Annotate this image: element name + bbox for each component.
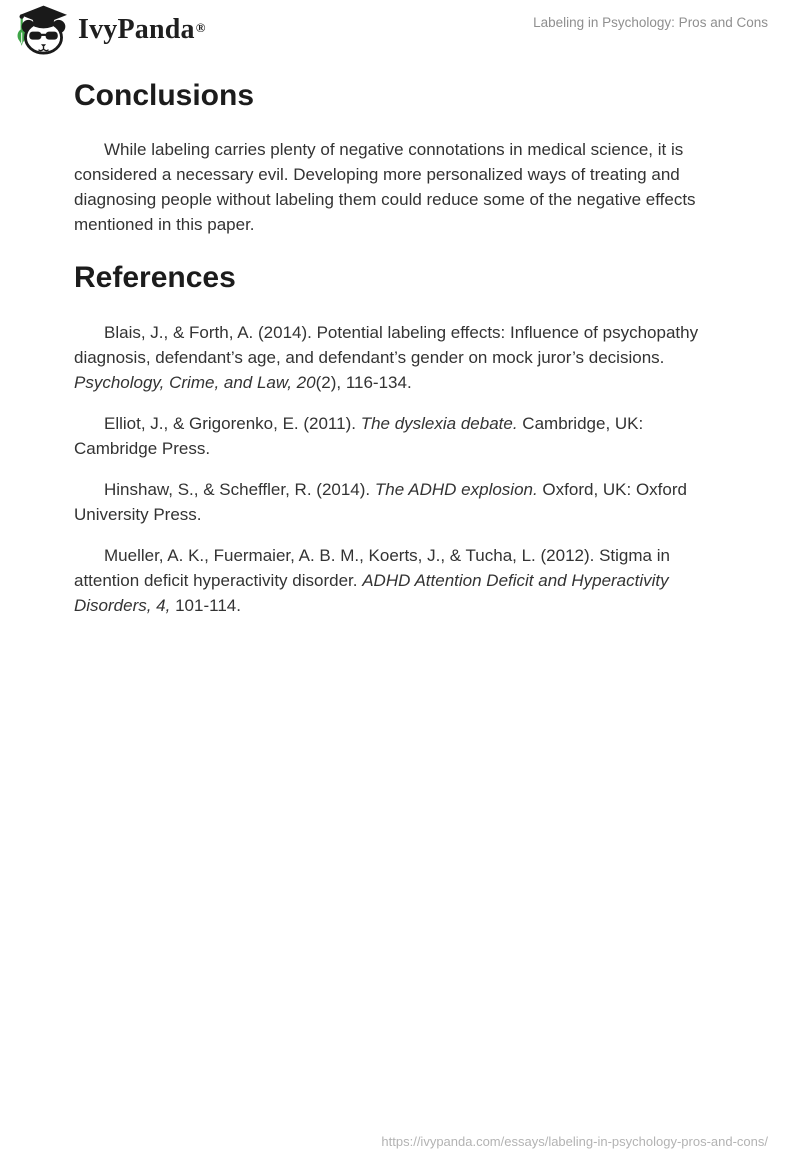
reference-text: (2), 116-134. xyxy=(315,373,412,392)
reference-item xyxy=(74,320,726,395)
source-url-link[interactable]: https://ivypanda.com/essays/labeling-in-psychology-pros-and-cons/ xyxy=(381,1134,768,1149)
reference-text: Blais, J., & Forth, A. (2014). Potential labeling effects: Influence of psychopathy diagnosis, defendant’s age, and defendant’s gender on mock juror’s decisions. xyxy=(74,323,699,367)
reference-text: Cambridge, UK: Cambridge Press. xyxy=(74,414,644,458)
reference-item xyxy=(74,411,726,461)
registered-trademark-symbol: ® xyxy=(195,19,206,35)
reference-item xyxy=(74,543,726,618)
reference-text-italic: Psychology, Crime, and Law, 20 xyxy=(74,373,316,392)
reference-text-italic: The ADHD explosion. xyxy=(374,480,538,499)
page-header xyxy=(0,0,800,62)
reference-text: Mueller, A. K., Fuermaier, A. B. M., Koerts, J., & Tucha, L. (2012). Stigma in attention deficit hyperactivity disorder. xyxy=(74,546,670,590)
brand-name xyxy=(78,4,205,56)
reference-text: Elliot, J., & Grigorenko, E. (2011). xyxy=(104,414,361,433)
reference-text: 101-114. xyxy=(170,596,241,615)
reference-text-italic: The dyslexia debate. xyxy=(360,414,518,433)
conclusions-heading: Conclusions xyxy=(74,79,255,112)
conclusions-paragraph: While labeling carries plenty of negative connotations in medical science, it is considered a necessary evil. Developing more personalized ways of treating and diagnosing people without labeling them could reduce some of the negative effects mentioned in this paper. xyxy=(74,140,696,234)
reference-text-italic: ADHD Attention Deficit and Hyperactivity Disorders, 4, xyxy=(74,571,669,615)
reference-text: Oxford, UK: Oxford University Press. xyxy=(74,480,687,524)
panda-graduation-cap-icon xyxy=(14,4,68,56)
references-heading: References xyxy=(74,261,236,294)
brand xyxy=(14,4,205,56)
brand-name-text: IvyPanda xyxy=(78,14,195,45)
document-title-header: Labeling in Psychology: Pros and Cons xyxy=(533,15,768,30)
document-body xyxy=(0,79,800,618)
reference-text: Hinshaw, S., & Scheffler, R. (2014). xyxy=(104,480,375,499)
reference-item xyxy=(74,477,726,527)
